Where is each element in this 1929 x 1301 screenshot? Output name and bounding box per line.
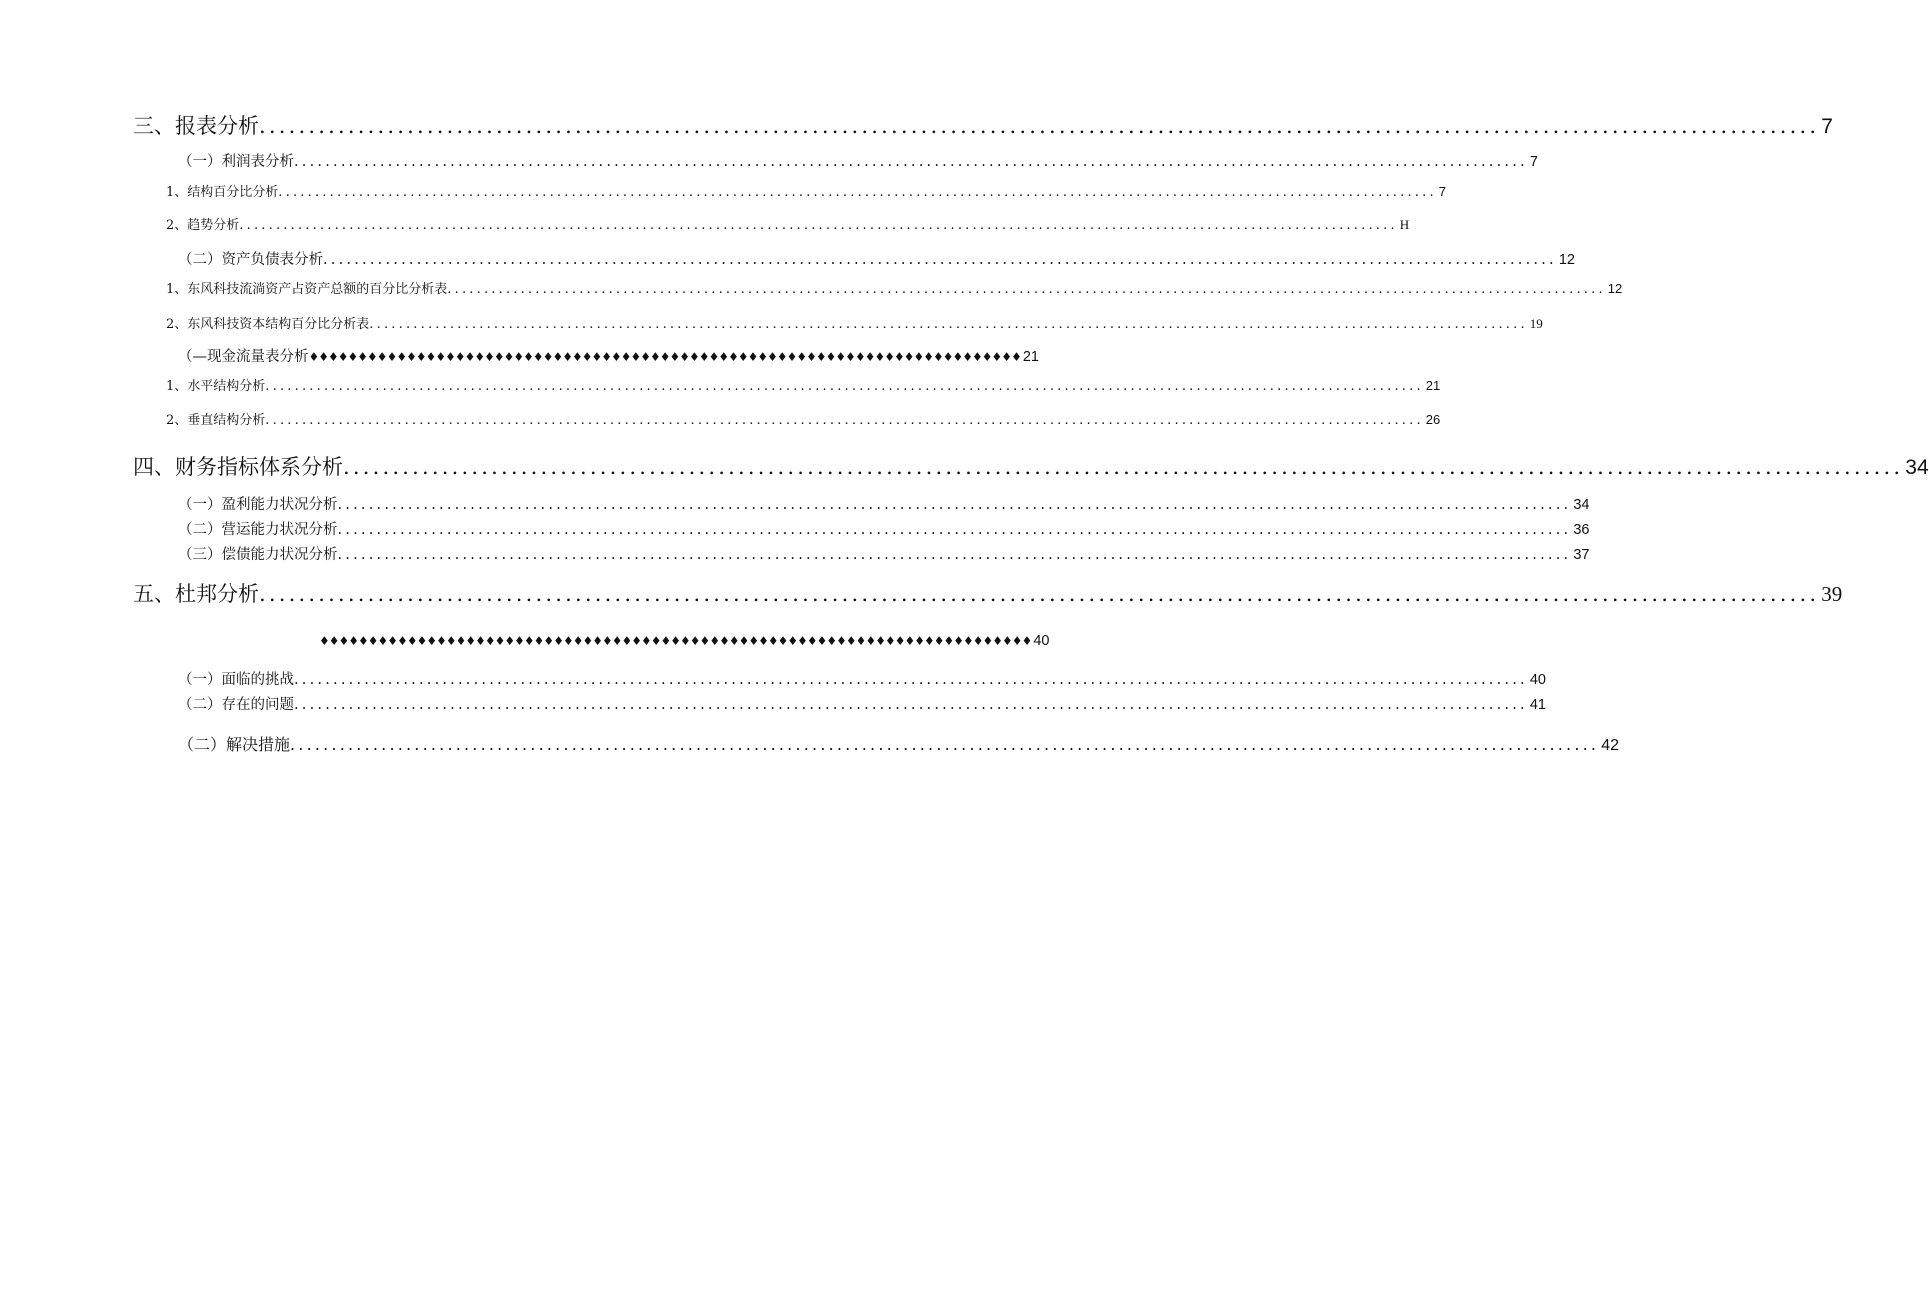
toc-label: （一）利润表分析 [178, 154, 294, 170]
toc-leader-diamonds: ♦♦♦♦♦♦♦♦♦♦♦♦♦♦♦♦♦♦♦♦♦♦♦♦♦♦♦♦♦♦♦♦♦♦♦♦♦♦♦♦♦♦♦♦♦♦♦♦♦♦♦♦♦♦♦♦♦♦♦♦♦♦♦♦♦♦♦♦♦♦♦♦♦ [308, 350, 1021, 364]
toc-page-number: 34 [1573, 497, 1590, 513]
toc-entry-current-assets[interactable] [166, 278, 1623, 297]
toc-leader: .............................................................................................................................................................. [369, 317, 1528, 332]
toc-label: （二）存在的问题 [178, 697, 294, 713]
toc-entry-horizontal[interactable] [166, 375, 1441, 394]
toc-leader: .............................................................................................................................................................. [323, 252, 1557, 268]
toc-label: 2、东风科技资本结构百分比分析表 [166, 317, 370, 332]
toc-label: 四、财务指标体系分析 [133, 455, 343, 479]
toc-entry-solutions[interactable] [178, 732, 1619, 755]
toc-page-number: 21 [1022, 349, 1039, 365]
toc-label: （—现金流量表分析 [178, 349, 309, 365]
toc-entry-profitability[interactable] [178, 493, 1590, 514]
toc-page-number: 7 [1821, 115, 1833, 138]
toc-label: 1、东风科技流淌资产占资产总额的百分比分析表 [166, 282, 448, 297]
toc-label: 三、报表分析 [133, 114, 259, 138]
toc-leader: .............................................................................................................................................................. [278, 185, 1437, 200]
toc-leader: .............................................................................................................................................................. [337, 497, 1572, 513]
toc-label: 1、结构百分比分析 [166, 185, 279, 200]
toc-entry-unlabeled[interactable] [319, 633, 1050, 649]
toc-page-number: 39 [1821, 582, 1843, 606]
toc-page-number: 34 [1905, 456, 1929, 479]
toc-entry-section-5[interactable] [133, 578, 1843, 608]
toc-entry-structure-percent[interactable] [166, 181, 1447, 200]
toc-label: （二）资产负债表分析 [178, 252, 323, 268]
toc-label: 2、趋势分析 [166, 218, 240, 233]
toc-page-number: 7 [1529, 154, 1538, 170]
toc-label: （二）营运能力状况分析 [178, 522, 338, 538]
toc-page-number: 12 [1607, 281, 1623, 296]
toc-page-number: 41 [1529, 697, 1546, 713]
toc-entry-solvency[interactable] [178, 543, 1590, 564]
toc-entry-trend[interactable] [166, 214, 1410, 233]
toc-leader: .............................................................................................................................................................. [294, 672, 1528, 688]
toc-page-number: 40 [1033, 633, 1050, 649]
toc-entry-vertical[interactable] [166, 409, 1441, 428]
toc-label: 五、杜邦分析 [133, 582, 259, 606]
toc-page-number: 19 [1529, 316, 1543, 331]
toc-leader: .............................................................................................................................................................. [290, 735, 1600, 754]
toc-label: （三）偿债能力状况分析 [178, 547, 338, 563]
toc-label: 2、垂直结构分析 [166, 413, 266, 428]
toc-label: （二）解决措施 [178, 735, 291, 754]
toc-entry-operating[interactable] [178, 518, 1590, 539]
toc-entry-cash-flow[interactable] [178, 345, 1039, 366]
toc-leader: .............................................................................................................................................................. [259, 582, 1820, 606]
toc-entry-problems[interactable] [178, 693, 1546, 714]
toc-page-number: 36 [1573, 522, 1590, 538]
toc-leader: .............................................................................................................................................................. [447, 282, 1606, 297]
toc-label: 1、水平结构分析 [166, 379, 266, 394]
toc-entry-challenges[interactable] [178, 668, 1546, 689]
toc-leader: .............................................................................................................................................................. [343, 455, 1904, 479]
toc-entry-section-3[interactable] [133, 110, 1833, 140]
toc-page-number: 42 [1601, 737, 1619, 754]
toc-leader: .............................................................................................................................................................. [265, 413, 1424, 428]
toc-entry-capital-structure[interactable] [166, 313, 1543, 332]
toc-leader: .............................................................................................................................................................. [265, 379, 1424, 394]
toc-page-number: H [1399, 217, 1410, 232]
toc-entry-section-4[interactable] [133, 451, 1929, 481]
toc-leader: .............................................................................................................................................................. [337, 522, 1572, 538]
toc-label: （一）面临的挑战 [178, 672, 294, 688]
toc-page-number: 7 [1438, 184, 1447, 199]
toc-entry-balance-sheet[interactable] [178, 248, 1575, 269]
toc-page-number: 21 [1425, 378, 1441, 393]
toc-label: （一）盈利能力状况分析 [178, 497, 338, 513]
toc-leader: .............................................................................................................................................................. [239, 218, 1398, 233]
toc-leader: .............................................................................................................................................................. [259, 114, 1820, 138]
toc-entry-income-statement[interactable] [178, 150, 1538, 171]
toc-page-number: 26 [1425, 412, 1441, 427]
toc-page-number: 37 [1573, 547, 1590, 563]
toc-page-number: 40 [1529, 672, 1546, 688]
toc-leader: .............................................................................................................................................................. [294, 697, 1528, 713]
toc-leader-diamonds: ♦♦♦♦♦♦♦♦♦♦♦♦♦♦♦♦♦♦♦♦♦♦♦♦♦♦♦♦♦♦♦♦♦♦♦♦♦♦♦♦♦♦♦♦♦♦♦♦♦♦♦♦♦♦♦♦♦♦♦♦♦♦♦♦♦♦♦♦♦♦♦♦♦ [319, 634, 1032, 648]
toc-leader: .............................................................................................................................................................. [337, 547, 1572, 563]
toc-leader: .............................................................................................................................................................. [294, 154, 1528, 170]
toc-page-number: 12 [1558, 252, 1575, 268]
